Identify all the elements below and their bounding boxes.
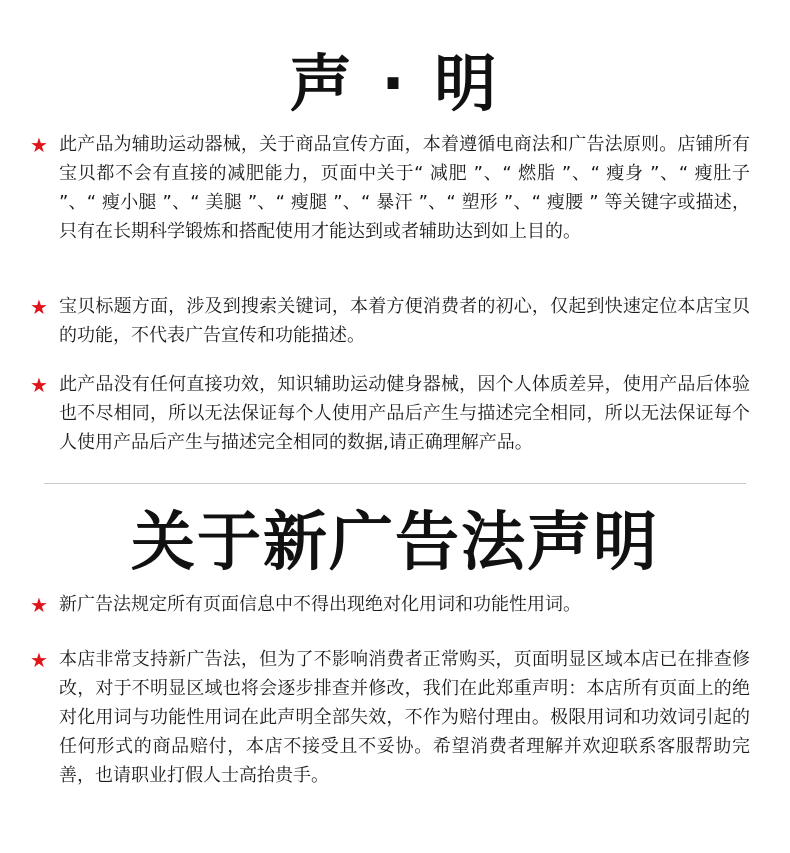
ad-law-item-text: 新广告法规定所有页面信息中不得出现绝对化用词和功能性用词。 bbox=[59, 594, 581, 615]
red-star-icon: ★ bbox=[30, 593, 48, 617]
ad-law-item-text: 本店非常支持新广告法，但为了不影响消费者正常购买，页面明显区域本店已在排查修改，对于不明显区域也将会逐步排查并修改，我们在此郑重声明：本店所有页面上的绝对化用词与功能性用词在此声明全部失效，不作为赔付理由。极限用词和功效词引起的任何形式的商品赔付，本店不接受且不妥协。希望消费者理解并欢迎联系客服帮助完善，也请职业打假人士高抬贵手。 bbox=[59, 649, 750, 786]
section-divider bbox=[44, 483, 746, 484]
ad-law-item bbox=[30, 590, 750, 619]
statement-item-text: 此产品没有任何直接功效，知识辅助运动健身器械，因个人体质差异，使用产品后体验也不尽相同，所以无法保证每个人使用产品后产生与描述完全相同，所以无法保证每个人使用产品后产生与描述完全相同的数据,请正确理解产品。 bbox=[59, 374, 750, 453]
red-star-icon: ★ bbox=[30, 648, 48, 672]
red-star-icon: ★ bbox=[30, 295, 48, 319]
statement-item bbox=[30, 292, 750, 350]
statement-item bbox=[30, 370, 750, 457]
statement-title: 声 · 明 bbox=[289, 47, 501, 120]
statement-item-text: 此产品为辅助运动器械，关于商品宣传方面，本着遵循电商法和广告法原则。店铺所有宝贝都不会有直接的减肥能力，页面中关于“ 减肥 ”、“ 燃脂 ”、“ 瘦身 ”、“ 瘦肚子 ”、“ 瘦小腿 ”、“ 美腿 ”、“ 瘦腿 ”、“ 暴汗 ”、“ 塑形 ”、“ 瘦腰 ” 等关键字或描述，只有在长期科学锻炼和搭配使用才能达到或者辅助达到如上目的。 bbox=[59, 134, 750, 242]
ad-law-item bbox=[30, 645, 750, 790]
statement-item bbox=[30, 130, 750, 246]
statement-item-text: 宝贝标题方面，涉及到搜索关键词，本着方便消费者的初心，仅起到快速定位本店宝贝的功能，不代表广告宣传和功能描述。 bbox=[59, 296, 750, 346]
red-star-icon: ★ bbox=[30, 373, 48, 397]
red-star-icon: ★ bbox=[30, 133, 48, 157]
ad-law-statement-title: 关于新广告法声明 bbox=[131, 506, 659, 580]
